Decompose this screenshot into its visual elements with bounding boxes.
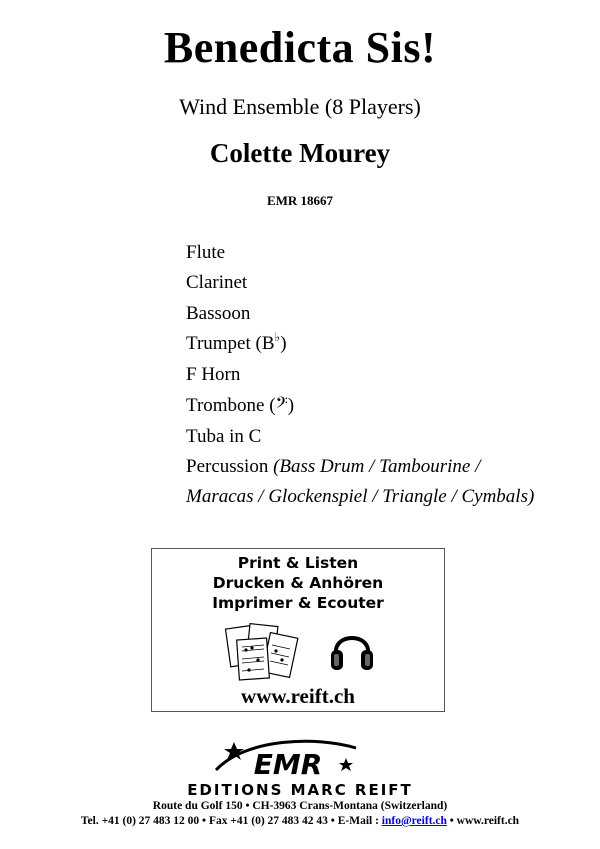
catalog-number: EMR 18667 bbox=[266, 193, 334, 208]
promo-line-french: Imprimer & Ecouter bbox=[212, 594, 384, 612]
instrument-percussion bbox=[186, 452, 534, 482]
composer-name: Colette Mourey bbox=[209, 138, 391, 168]
instrument-bassoon: Bassoon bbox=[186, 302, 251, 324]
emr-logo bbox=[206, 736, 362, 780]
email-link[interactable]: info@reift.ch bbox=[381, 815, 447, 827]
sheet-music-icon bbox=[224, 621, 304, 683]
instrument-flute: Flute bbox=[186, 242, 226, 263]
percussion-detail-1: (Bass Drum / Tambourine / bbox=[273, 456, 481, 478]
promo-line-german: Drucken & Anhören bbox=[212, 574, 384, 592]
trumpet-label: Trumpet (B bbox=[186, 332, 275, 354]
instrument-trumpet bbox=[186, 329, 534, 360]
instrument-clarinet: Clarinet bbox=[186, 272, 248, 294]
publisher-name: EDITIONS MARC REIFT bbox=[187, 781, 413, 799]
contact-suffix: • www.reift.ch bbox=[446, 815, 520, 827]
page-title: Benedicta Sis! bbox=[163, 23, 437, 72]
logo-text: EMR bbox=[253, 748, 323, 780]
percussion-detail-2: Maracas / Glockenspiel / Triangle / Cymbals) bbox=[186, 486, 535, 508]
percussion-label: Percussion bbox=[186, 456, 269, 478]
headphones-icon bbox=[328, 623, 376, 675]
instrument-list bbox=[186, 238, 534, 513]
instrument-tuba: Tuba in C bbox=[186, 425, 262, 447]
print-listen-box bbox=[151, 548, 445, 712]
flat-symbol: ♭ bbox=[274, 329, 281, 344]
contact-prefix: Tel. +41 (0) 27 483 12 00 • Fax +41 (0) 27 483 42 43 • E-Mail : bbox=[80, 815, 382, 827]
website-link[interactable]: www.reift.ch bbox=[241, 684, 355, 708]
trombone-close: ) bbox=[287, 395, 295, 417]
publisher-address: Route du Golf 150 • CH-3963 Crans-Montana (Switzerland) bbox=[152, 800, 448, 812]
promo-line-english: Print & Listen bbox=[237, 554, 359, 572]
instrument-trombone bbox=[186, 390, 534, 421]
trombone-label: Trombone ( bbox=[186, 395, 276, 417]
bass-clef-symbol: 𝄢 bbox=[275, 394, 288, 417]
instrument-horn: F Horn bbox=[186, 364, 241, 386]
ensemble-subtitle: Wind Ensemble (8 Players) bbox=[179, 94, 421, 119]
publisher-contact bbox=[0, 815, 600, 827]
trumpet-close: ) bbox=[280, 332, 287, 354]
